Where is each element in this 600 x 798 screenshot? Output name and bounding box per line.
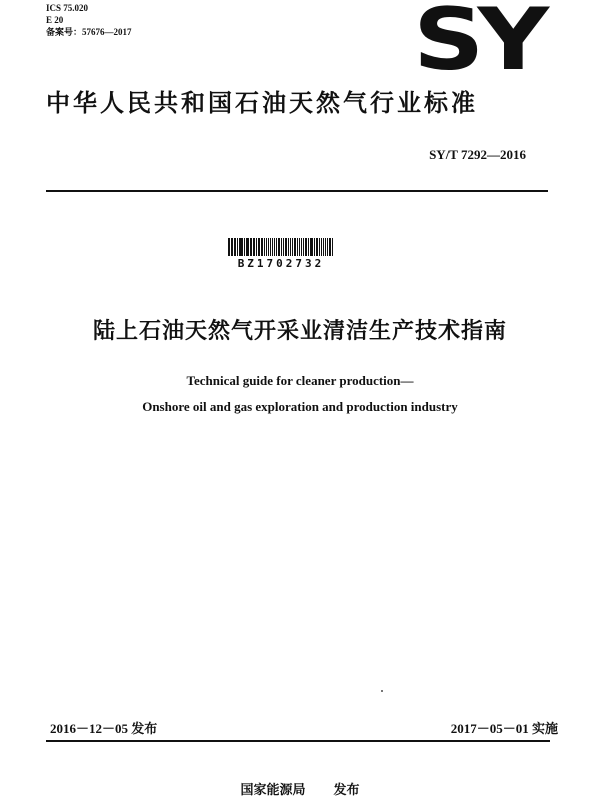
barcode-bar	[270, 238, 271, 256]
barcode-bar	[228, 238, 230, 256]
barcode-bar	[321, 238, 322, 256]
barcode-bar	[299, 238, 300, 256]
ics-code: ICS 75.020	[46, 3, 89, 13]
record-number: 备案号：57676—2017	[46, 27, 132, 37]
barcode-bar	[264, 238, 265, 256]
issue-date: 2016－12－05 发布	[50, 721, 158, 736]
barcode-bar	[305, 238, 307, 256]
barcode-bar	[253, 238, 254, 256]
barcode-text: BZ1702732	[237, 257, 325, 270]
barcode-bar	[325, 238, 326, 256]
barcode-bar	[327, 238, 328, 256]
header-divider	[46, 190, 548, 192]
barcode-bar	[290, 238, 291, 256]
barcode-bar	[323, 238, 325, 256]
english-title-line-2: Onshore oil and gas exploration and production industry	[142, 399, 458, 414]
barcode-bar	[292, 238, 293, 256]
barcode-bar	[274, 238, 276, 256]
barcode-bar	[247, 238, 249, 256]
barcode-bar	[314, 238, 315, 256]
barcode-bar	[266, 238, 267, 256]
barcode-bar	[244, 238, 245, 256]
sy-logo: SY	[412, 0, 542, 90]
barcode-bar	[303, 238, 304, 256]
barcode-bar	[294, 238, 296, 256]
issuer-name: 国家能源局	[240, 783, 306, 798]
standard-code: SY/T 7292—2016	[429, 147, 526, 162]
barcode-bar	[254, 238, 255, 256]
footer-divider	[46, 740, 550, 742]
barcode-bar	[281, 238, 282, 256]
barcode-bar	[261, 238, 263, 256]
barcode-bar	[268, 238, 270, 256]
barcode-bar	[301, 238, 303, 256]
barcode-bar	[276, 238, 277, 256]
barcode-bar	[240, 238, 242, 256]
issuer-action: 发布	[333, 783, 360, 798]
barcode-bar	[329, 238, 331, 256]
barcode-bar	[231, 238, 232, 256]
barcode-bar	[308, 238, 309, 256]
barcode-bar	[246, 238, 247, 256]
header-metadata	[46, 2, 132, 38]
barcode-bar	[283, 238, 284, 256]
barcode-bars	[228, 238, 334, 256]
barcode-bar	[310, 238, 311, 256]
barcode-bar	[288, 238, 290, 256]
barcode-bar	[319, 238, 320, 256]
barcode-bar	[239, 238, 240, 256]
classification-code: E 20	[46, 15, 64, 25]
barcode-bar	[297, 238, 298, 256]
scan-speck	[381, 690, 383, 692]
barcode-bar	[278, 238, 280, 256]
english-title-line-1: Technical guide for cleaner production—	[186, 373, 414, 388]
barcode-bar	[311, 238, 313, 256]
barcode-bar	[232, 238, 233, 256]
barcode-bar	[250, 238, 252, 256]
barcode-bar	[285, 238, 287, 256]
standard-organization: 中华人民共和国石油天然气行业标准	[46, 89, 478, 117]
barcode-bar	[258, 238, 260, 256]
barcode-bar	[332, 238, 334, 256]
issuing-authority	[0, 779, 600, 798]
barcode-bar	[316, 238, 318, 256]
barcode-bar	[256, 238, 257, 256]
implementation-date: 2017－05－01 实施	[450, 721, 558, 736]
document-title-english	[0, 368, 600, 420]
barcode-bar	[234, 238, 236, 256]
barcode-bar	[237, 238, 238, 256]
barcode	[228, 238, 334, 270]
document-title-chinese: 陆上石油天然气开采业清洁生产技术指南	[92, 319, 507, 344]
barcode-bar	[272, 238, 273, 256]
